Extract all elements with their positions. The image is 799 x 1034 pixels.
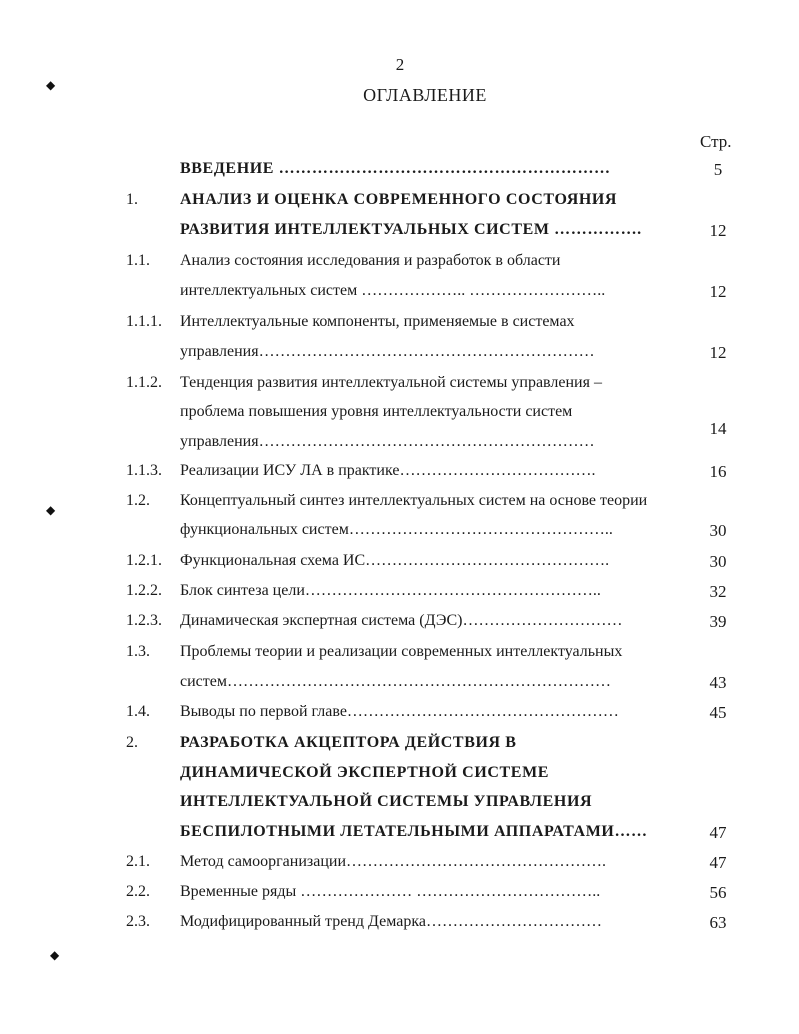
- toc-entry-number: 1.: [126, 191, 138, 208]
- toc-entry-page: 43: [709, 673, 727, 692]
- toc-entry-text: Интеллектуальные компоненты, применяемые в системах: [180, 313, 575, 330]
- toc-entry-number: 1.4.: [126, 703, 150, 720]
- toc-entry-text: Реализации ИСУ ЛА в практике……………………………….: [180, 462, 596, 479]
- toc-entry-text: Временные ряды ………………… ……………………………..: [180, 883, 601, 900]
- toc-entry-text: Функциональная схема ИС……………………………………….: [180, 552, 610, 569]
- page-column-label: Стр.: [700, 132, 732, 151]
- toc-entry-page: 12: [709, 221, 727, 240]
- toc-entry-text: АНАЛИЗ И ОЦЕНКА СОВРЕМЕННОГО СОСТОЯНИЯ: [180, 191, 618, 208]
- toc-entry-text: РАЗРАБОТКА АКЦЕПТОРА ДЕЙСТВИЯ В: [180, 734, 517, 751]
- toc-entry-text: БЕСПИЛОТНЫМИ ЛЕТАТЕЛЬНЫМИ АППАРАТАМИ……: [180, 823, 648, 840]
- toc-entry-number: 2.3.: [126, 913, 150, 930]
- toc-entry-page: 32: [709, 582, 727, 601]
- toc-entry-page: 12: [709, 282, 727, 301]
- toc-entry-number: 1.3.: [126, 643, 150, 660]
- toc-entry-page: 12: [709, 343, 727, 362]
- toc-entry-text: управления………………………………………………………: [180, 343, 595, 360]
- page-number: 2: [395, 55, 405, 74]
- toc-entry-number: 1.2.1.: [126, 552, 162, 569]
- toc-entry-text: РАЗВИТИЯ ИНТЕЛЛЕКТУАЛЬНЫХ СИСТЕМ …………….: [180, 221, 642, 238]
- toc-entry-text: ВВЕДЕНИЕ ……………………………………………………: [180, 160, 611, 177]
- toc-entry-text: Проблемы теории и реализации современных интеллектуальных: [180, 643, 623, 660]
- toc-entry-text: Метод самоорганизации………………………………………….: [180, 853, 606, 870]
- toc-entry-number: 2.: [126, 734, 138, 751]
- toc-entry-text: Модифицированный тренд Демарка……………………………: [180, 913, 602, 930]
- toc-entry-number: 1.2.2.: [126, 582, 162, 599]
- toc-entry-page: 30: [709, 552, 727, 571]
- toc-entry-text: Выводы по первой главе……………………………………………: [180, 703, 619, 720]
- toc-entry-page: 30: [709, 521, 727, 540]
- toc-entry-text: Анализ состояния исследования и разработок в области: [180, 252, 561, 269]
- toc-entry-page: 47: [709, 823, 727, 842]
- toc-entry-page: 47: [709, 853, 727, 872]
- toc-entry-text: интеллектуальных систем ……………….. ……………………..: [180, 282, 606, 299]
- toc-entry-text: Блок синтеза цели………………………………………………..: [180, 582, 601, 599]
- toc-entry-page: 63: [709, 913, 727, 932]
- toc-entry-text: функциональных систем…………………………………………..: [180, 521, 613, 538]
- page-title: ОГЛАВЛЕНИЕ: [363, 85, 487, 105]
- toc-entry-text: проблема повышения уровня интеллектуальности систем: [180, 403, 573, 420]
- toc-entry-number: 1.1.2.: [126, 374, 162, 391]
- toc-entry-page: 39: [709, 612, 727, 631]
- toc-entry-page: 16: [709, 462, 727, 481]
- toc-entry-number: 2.1.: [126, 853, 150, 870]
- toc-entry-page: 14: [709, 419, 727, 438]
- toc-entry-text: Тенденция развития интеллектуальной системы управления –: [180, 374, 602, 391]
- toc-entry-number: 1.1.3.: [126, 462, 162, 479]
- toc-entry-text: Концептуальный синтез интеллектуальных систем на основе теории: [180, 492, 648, 509]
- toc-entry-text: ИНТЕЛЛЕКТУАЛЬНОЙ СИСТЕМЫ УПРАВЛЕНИЯ: [180, 793, 593, 810]
- toc-entry-page: 45: [709, 703, 727, 722]
- toc-entry-number: 1.1.1.: [126, 313, 162, 330]
- toc-entry-text: управления………………………………………………………: [180, 433, 595, 450]
- toc-entry-page: 56: [709, 883, 727, 902]
- toc-entry-page: 5: [713, 160, 723, 179]
- toc-entry-number: 1.2.3.: [126, 612, 162, 629]
- toc-entry-number: 1.2.: [126, 492, 150, 509]
- toc-entry-text: ДИНАМИЧЕСКОЙ ЭКСПЕРТНОЙ СИСТЕМЕ: [180, 764, 550, 781]
- scan-bullet-mark: ◆: [46, 503, 56, 517]
- toc-entry-text: систем………………………………………………………………: [180, 673, 611, 690]
- scan-bullet-mark: ◆: [46, 78, 56, 92]
- scan-bullet-mark: ◆: [50, 948, 60, 962]
- toc-entry-number: 2.2.: [126, 883, 150, 900]
- toc-entry-text: Динамическая экспертная система (ДЭС)…………………………: [180, 612, 623, 629]
- toc-entry-number: 1.1.: [126, 252, 150, 269]
